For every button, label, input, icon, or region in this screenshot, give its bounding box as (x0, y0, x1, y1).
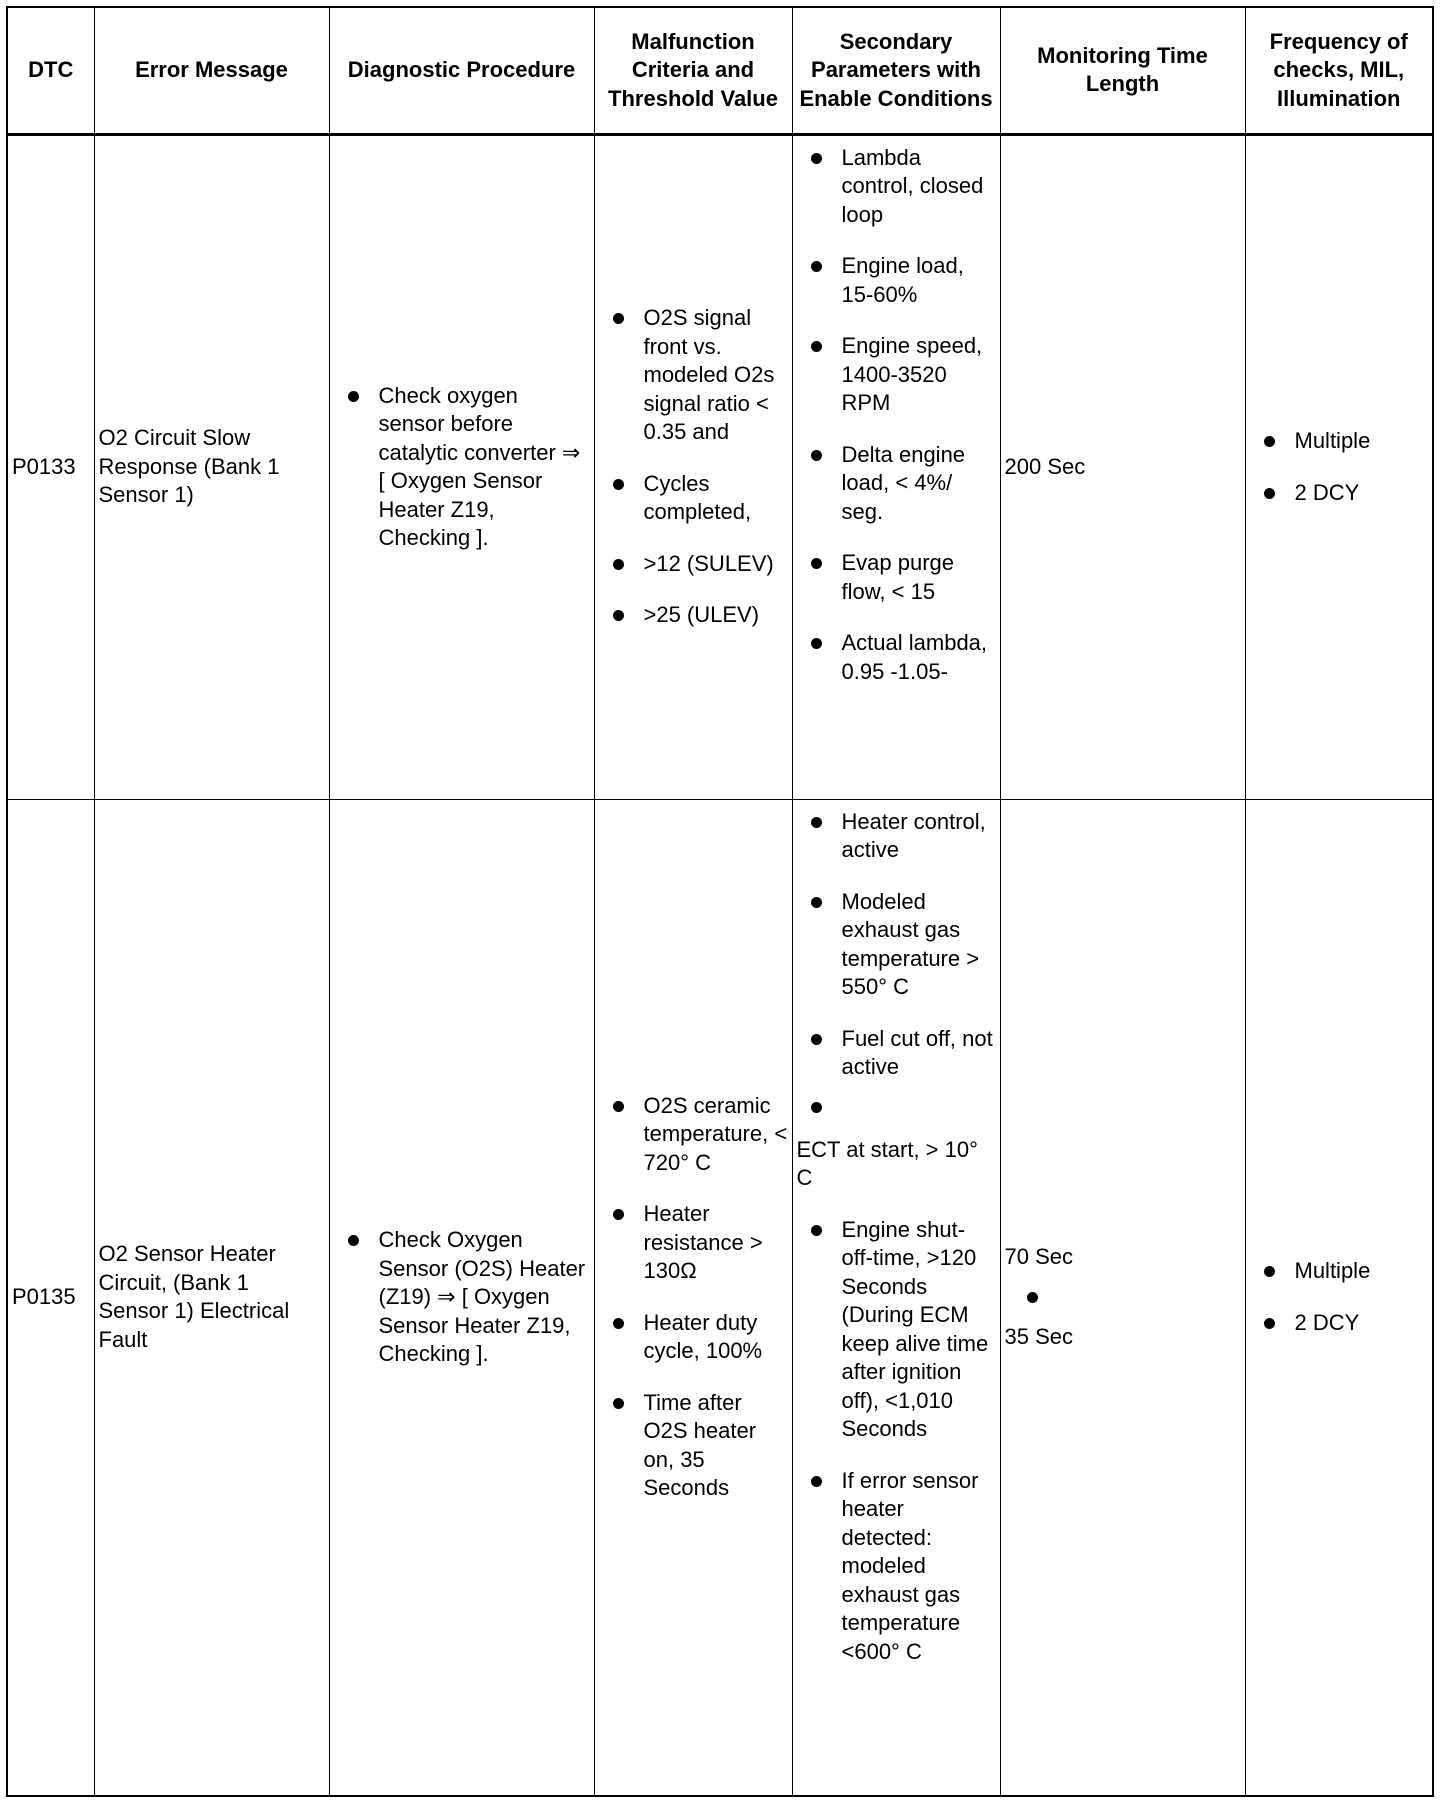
table-row (7, 799, 1433, 1796)
diagnostic-procedure (329, 799, 594, 1796)
header-error-message: Error Message (94, 7, 329, 134)
bullet-icon (348, 391, 359, 402)
bullet-icon (613, 559, 624, 570)
frequency (1245, 799, 1433, 1796)
list-item: Heater resistance > 130Ω (599, 1200, 788, 1286)
bullet-icon (348, 1235, 359, 1246)
bullet-icon (613, 313, 624, 324)
bullet-icon (1264, 488, 1275, 499)
list-item: If error sensor heater detected: modeled exhaust gas temperature <600° C (797, 1467, 996, 1667)
list-item: 2 DCY (1250, 1309, 1429, 1338)
bullet-icon (1027, 1292, 1038, 1303)
bullet-icon (811, 638, 822, 649)
list-item: Engine speed, 1400-3520 RPM (797, 332, 996, 418)
bullet-icon (613, 1398, 624, 1409)
malfunction-criteria (594, 134, 792, 799)
header-dtc: DTC (7, 7, 94, 134)
list-item: Actual lambda, 0.95 -1.05- (797, 629, 996, 686)
monitoring-time: 200 Sec (1000, 134, 1245, 799)
monitoring-time (1000, 799, 1245, 1796)
bullet-icon (613, 1101, 624, 1112)
list-item: O2S signal front vs. modeled O2s signal ratio < 0.35 and (599, 304, 788, 447)
list-item: O2S ceramic temperature, < 720° C (599, 1092, 788, 1178)
header-monitoring-time: Monitoring Time Length (1000, 7, 1245, 134)
header-malfunction-criteria: Malfunction Criteria and Threshold Value (594, 7, 792, 134)
bullet-icon (811, 341, 822, 352)
bullet-icon (811, 450, 822, 461)
secondary-parameters (792, 799, 1000, 1796)
diagnostic-procedure (329, 134, 594, 799)
list-item: Engine load, 15-60% (797, 252, 996, 309)
malfunction-criteria (594, 799, 792, 1796)
list-item: Heater duty cycle, 100% (599, 1309, 788, 1366)
list-item: Heater control, active (797, 808, 996, 865)
bullet-icon (811, 1034, 822, 1045)
bullet-icon (811, 261, 822, 272)
dtc-table (6, 6, 1434, 1797)
error-message: O2 Circuit Slow Response (Bank 1 Sensor 1) (94, 134, 329, 799)
bullet-icon (613, 479, 624, 490)
list-item: Multiple (1250, 427, 1429, 456)
bullet-icon (811, 1102, 822, 1113)
bullet-icon (1264, 436, 1275, 447)
bullet-icon (811, 817, 822, 828)
bullet-icon (811, 558, 822, 569)
list-item: Check Oxygen Sensor (O2S) Heater (Z19) ⇒ [ Oxygen Sensor Heater Z19, Checking ]. (334, 1226, 590, 1369)
header-diagnostic-procedure: Diagnostic Procedure (329, 7, 594, 134)
list-item: ECT at start, > 10° C (796, 1136, 978, 1190)
header-secondary-parameters: Secondary Parameters with Enable Conditions (792, 7, 1000, 134)
list-item: Evap purge flow, < 15 (797, 549, 996, 606)
monitoring-time-secondary: 35 Sec (1004, 1323, 1073, 1349)
header-row (7, 7, 1433, 134)
error-message: O2 Sensor Heater Circuit, (Bank 1 Sensor 1) Electrical Fault (94, 799, 329, 1796)
bullet-icon (811, 153, 822, 164)
list-item: Time after O2S heater on, 35 Seconds (599, 1389, 788, 1503)
list-item: Delta engine load, < 4%/ seg. (797, 441, 996, 527)
header-frequency: Frequency of checks, MIL, Illumination (1245, 7, 1433, 134)
list-item: Cycles completed, (599, 470, 788, 527)
bullet-icon (613, 1209, 624, 1220)
list-item: >12 (SULEV) (599, 550, 788, 579)
bullet-icon (811, 1476, 822, 1487)
bullet-icon (811, 1225, 822, 1236)
monitoring-time-primary: 70 Sec (1004, 1244, 1073, 1270)
dtc-code: P0133 (7, 134, 94, 799)
bullet-icon (811, 897, 822, 908)
secondary-parameters (792, 134, 1000, 799)
list-item: 2 DCY (1250, 479, 1429, 508)
bullet-icon (1264, 1318, 1275, 1329)
list-item: Engine shut-off-time, >120 Seconds (During ECM keep alive time after ignition off), <1,010 Seconds (797, 1216, 996, 1444)
list-item: Fuel cut off, not active (797, 1025, 996, 1082)
bullet-icon (1264, 1266, 1275, 1277)
table-row (7, 134, 1433, 799)
bullet-icon (613, 610, 624, 621)
bullet-icon (613, 1318, 624, 1329)
frequency (1245, 134, 1433, 799)
list-item: Modeled exhaust gas temperature > 550° C (797, 888, 996, 1002)
list-item: Check oxygen sensor before catalytic converter ⇒ [ Oxygen Sensor Heater Z19, Checking ]. (334, 382, 590, 553)
list-item: Lambda control, closed loop (797, 144, 996, 230)
list-item: >25 (ULEV) (599, 601, 788, 630)
dtc-code: P0135 (7, 799, 94, 1796)
list-item: Multiple (1250, 1257, 1429, 1286)
